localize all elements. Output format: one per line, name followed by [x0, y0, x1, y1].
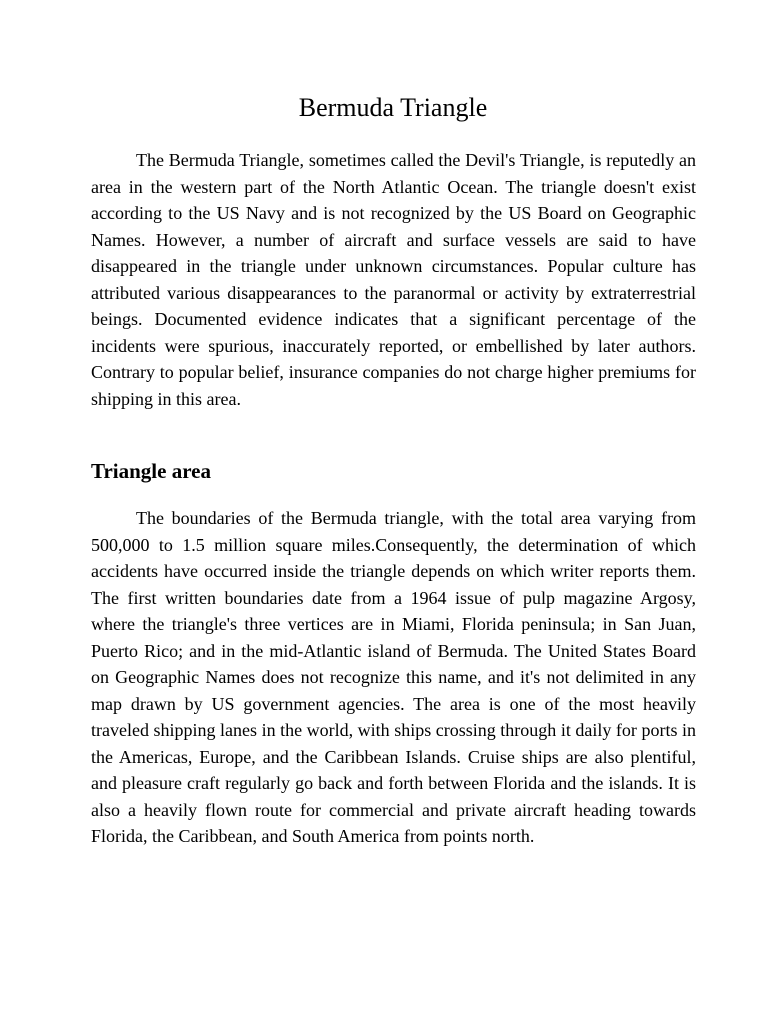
document-title: Bermuda Triangle — [298, 93, 488, 122]
triangle-area-paragraph: The boundaries of the Bermuda triangle, with the total area varying from 500,000 to 1.5 million square miles.Consequently, the determination of which accidents have occurred inside the triangle depends on which writer reports them. The first written boundaries date from a 1964 issue of pulp magazine Argosy, where the triangle's three vertices are in Miami, Florida peninsula; in San Juan, Puerto Rico; and in the mid-Atlantic island of Bermuda. The United States Board on Geographic Names does not recognize this name, and it's not delimited in any map drawn by US government agencies. The area is one of the most heavily traveled shipping lanes in the world, with ships crossing through it daily for ports in the Americas, Europe, and the Caribbean Islands. Cruise ships are also plentiful, and pleasure craft regularly go back and forth between Florida and the islands. It is also a heavily flown route for commercial and private aircraft heading towards Florida, the Caribbean, and South America from points north. — [91, 508, 696, 846]
intro-paragraph: The Bermuda Triangle, sometimes called the Devil's Triangle, is reputedly an area in the western part of the North Atlantic Ocean. The triangle doesn't exist according to the US Navy and is not recognized by the US Board on Geographic Names. However, a number of aircraft and surface vessels are said to have disappeared in the triangle under unknown circumstances. Popular culture has attributed various disappearances to the paranormal or activity by extraterrestrial beings. Documented evidence indicates that a significant percentage of the incidents were spurious, inaccurately reported, or embellished by later authors. Contrary to popular belief, insurance companies do not charge higher premiums for shipping in this area. — [91, 150, 696, 409]
section-heading: Triangle area — [91, 459, 211, 483]
